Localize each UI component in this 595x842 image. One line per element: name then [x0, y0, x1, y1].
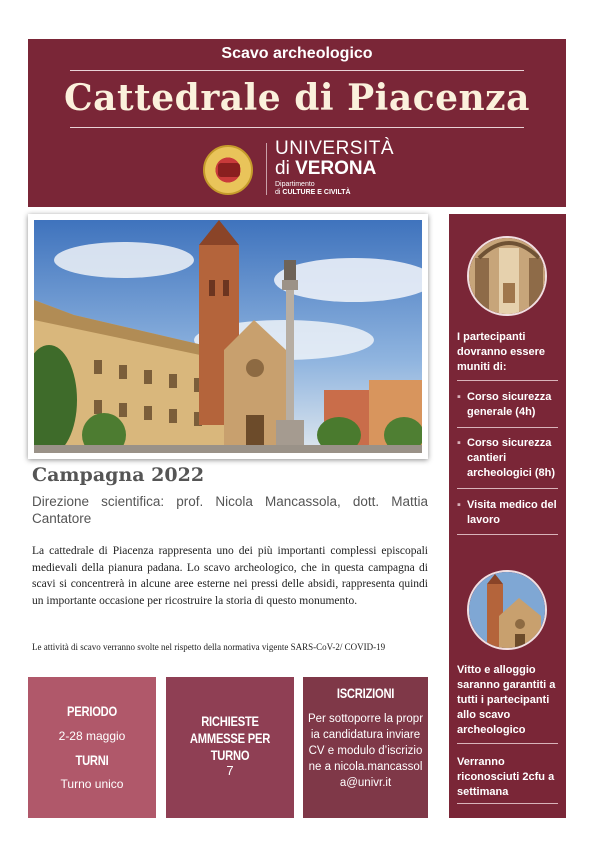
sidebar-divider	[457, 534, 558, 535]
logo-department-name: di CULTURE E CIVILTÀ	[275, 189, 351, 196]
scientific-direction: Direzione scientifica: prof. Nicola Mancassola, dott. Mattia Cantatore	[32, 494, 428, 526]
covid-note: Le attività di scavo verranno svolte nel rispetto della normativa vigente SARS-CoV-2/ COVID-19	[32, 642, 386, 652]
requirement-item: ▪ Visita medico del lavoro	[457, 499, 557, 526]
period-title: PERIODO	[67, 703, 117, 719]
turns-title: TURNI	[75, 752, 109, 768]
requirement-item: ▪ Corso sicurezza generale (4h)	[457, 391, 552, 418]
sidebar-divider	[457, 380, 558, 381]
campaign-heading: Campagna 2022	[32, 464, 205, 486]
header-divider-top	[70, 70, 524, 71]
page-title: Cattedrale di Piacenza	[64, 77, 530, 119]
logo-separator	[266, 143, 267, 195]
cfu-note: Verranno riconosciuti 2cfu a settimana	[457, 756, 555, 798]
logo-department-label: Dipartimento	[275, 181, 315, 188]
registration-box	[303, 677, 428, 818]
board-lodging-note: Vitto e alloggio saranno garantiti a tutti i partecipanti allo scavo archeologico	[457, 664, 556, 736]
requirements-sidebar	[449, 214, 566, 818]
requests-box	[166, 677, 294, 818]
cathedral-interior-photo	[467, 236, 547, 316]
requirement-item: ▪ Corso sicurezza cantieri archeologici (8h)	[457, 437, 556, 479]
period-box	[28, 677, 156, 818]
header-subtitle: Scavo archeologico	[221, 45, 373, 62]
sidebar-divider	[457, 488, 558, 489]
cathedral-photo	[28, 214, 428, 459]
sidebar-divider	[457, 743, 558, 744]
requests-value: 7	[226, 763, 234, 778]
description-paragraph: La cattedrale di Piacenza rappresenta uno dei più importanti complessi episcopali medievali della pianura padana. Lo scavo archeologico, che in questa campagna di scavi si concentrerà in alcune aree esterne nei pressi delle absidi, rappresenta quindi un importante occasione per ricostruire la storia di questo monumento.	[32, 545, 428, 607]
university-logo	[203, 139, 393, 199]
requests-title: RICHIESTE AMMESSE PER TURNO	[189, 713, 271, 763]
registration-text: Per sottoporre la propria candidatura inviare CV e modulo d’iscrizione a nicola.mancassola@univr.it	[307, 713, 424, 789]
cathedral-image	[34, 220, 422, 453]
cathedral-exterior-photo	[467, 570, 547, 650]
header-divider-bottom	[70, 127, 524, 128]
header-banner	[28, 39, 566, 207]
registration-title: ISCRIZIONI	[336, 685, 395, 701]
sidebar-divider	[457, 427, 558, 428]
period-value: 2-28 maggio	[58, 729, 126, 743]
logo-university-text: UNIVERSITÀ	[275, 138, 395, 159]
university-seal-icon	[203, 145, 253, 195]
requirements-intro: I partecipanti dovranno essere muniti di:	[457, 331, 546, 373]
sidebar-divider	[457, 803, 558, 804]
turns-value: Turno unico	[60, 777, 124, 791]
logo-verona-text: di VERONA	[275, 158, 377, 179]
